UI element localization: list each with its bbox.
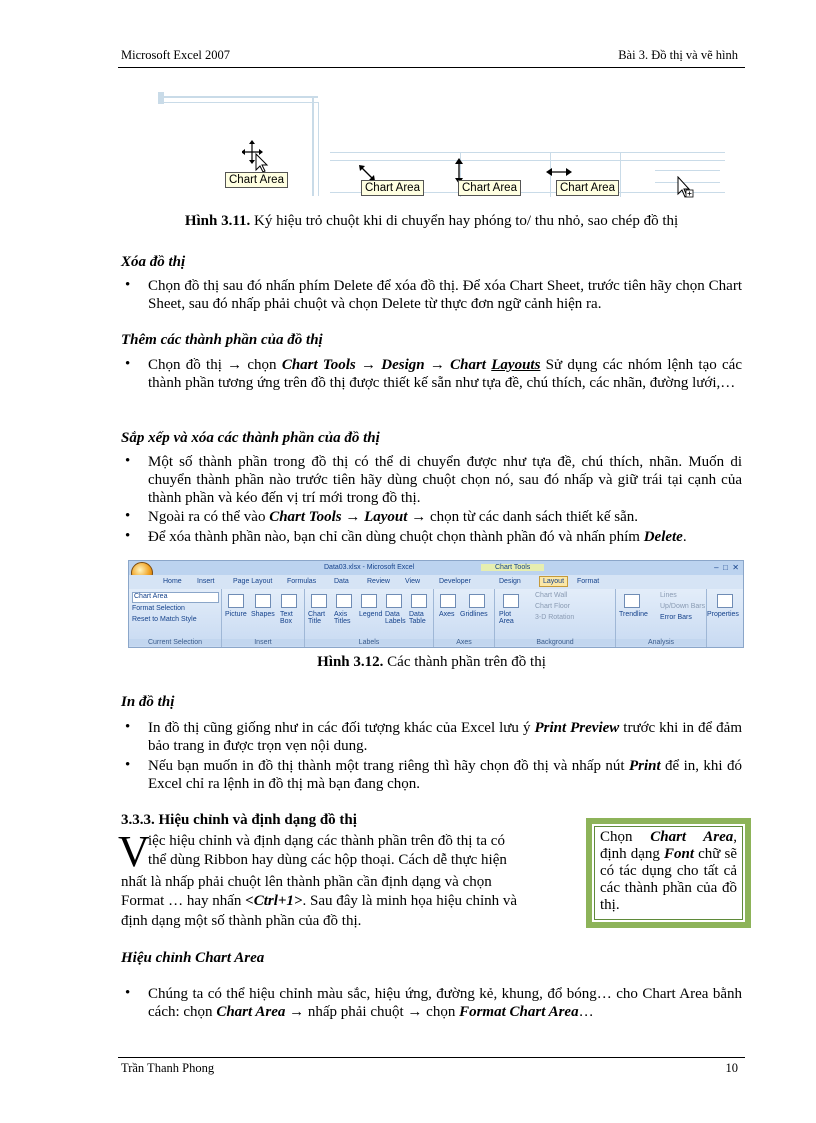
plot-area-button[interactable]: Plot Area <box>499 611 514 625</box>
chart-area-tooltip: Chart Area <box>556 180 619 196</box>
tab-design[interactable]: Design <box>499 578 521 585</box>
group-background: Plot Area Chart Wall Chart Floor 3-D Rotation Background <box>495 589 616 647</box>
tab-home[interactable]: Home <box>163 578 182 585</box>
reset-style-button[interactable]: Reset to Match Style <box>132 616 197 623</box>
lines-button[interactable]: Lines <box>660 592 677 599</box>
bullet-text: Chọn đồ thị sau đó nhấn phím Delete để xóa đồ thị. Để xóa Chart Sheet, trước tiên hãy chọn Chart Sheet, sau đó nhấp phải chuột và chọn Delete từ thực đơn ngữ cảnh hiện ra. <box>148 278 742 312</box>
header-rule <box>118 67 745 68</box>
chart-wall-button[interactable]: Chart Wall <box>535 592 568 599</box>
copy-cursor-icon <box>675 176 695 200</box>
chart-area-tooltip: Chart Area <box>225 172 288 188</box>
bullet-text: Chúng ta có thể hiệu chỉnh màu sắc, hiệu ứng, đường kẻ, khung, đổ bóng… cho Chart Area bằnh cách: chọn Chart Area → nhấp phải chuột → chọn Format Chart Area… <box>148 986 742 1020</box>
axis-titles-button[interactable]: Axis Titles <box>334 611 351 625</box>
header-right: Bài 3. Đồ thị và vẽ hình <box>618 48 738 62</box>
section-heading-arrange: Sắp xếp và xóa các thành phần của đồ thị <box>121 430 380 446</box>
figure-caption-3-12: Hình 3.12. Các thành phần trên đồ thị <box>317 654 546 670</box>
picture-icon <box>228 594 244 608</box>
window-controls[interactable]: – □ ✕ <box>714 563 739 572</box>
bullet-icon: • <box>125 277 131 293</box>
section-heading-chart-area: Hiệu chỉnh Chart Area <box>121 950 265 966</box>
ribbon-body <box>129 589 743 647</box>
section-heading-add: Thêm các thành phần của đồ thị <box>121 332 323 348</box>
rotation-button[interactable]: 3-D Rotation <box>535 614 575 621</box>
section-heading-delete: Xóa đồ thị <box>121 254 186 270</box>
chart-area-tooltip: Chart Area <box>458 180 521 196</box>
bullet-text: Chọn đồ thị → chọn Chart Tools → Design → Chart Layouts Sử dụng các nhóm lệnh tạo các thành phần tương ứng trên đồ thị được thiết kế sẵn như tựa đề, chú thích, các nhãn, đường lưới,… <box>148 357 742 391</box>
paragraph-line: Format … hay nhấn <Ctrl+1>. Sau đây là minh họa hiệu chỉnh và <box>121 893 518 909</box>
tab-insert[interactable]: Insert <box>197 578 215 585</box>
trendline-button[interactable]: Trendline <box>619 611 648 618</box>
paragraph-line: định dạng một số thành phần của đồ thị. <box>121 913 362 929</box>
footer-author: Trần Thanh Phong <box>121 1061 215 1075</box>
text-box-icon <box>281 594 297 608</box>
figure-cursor-symbols <box>150 92 725 204</box>
bullet-icon: • <box>125 508 131 524</box>
tab-format[interactable]: Format <box>577 578 600 585</box>
bullet-text: Để xóa thành phần nào, bạn chỉ cần dùng chuột chọn thành phần đó và nhấn phím Delete. <box>148 529 687 545</box>
bullet-text: In đồ thị cũng giống như in các đối tượng khác của Excel lưu ý Print Preview trước khi in để đảm bảo trang in được trọn vẹn nội dung. <box>148 720 742 754</box>
figure-caption-3-11: Hình 3.11. Ký hiệu trỏ chuột khi di chuyển hay phóng to/ thu nhỏ, sao chép đồ thị <box>184 213 679 229</box>
tab-layout[interactable]: Layout <box>539 576 568 587</box>
gridlines-button[interactable]: Gridlines <box>460 611 488 618</box>
page-number: 10 <box>725 1061 738 1075</box>
group-insert: Picture Shapes Text Box Insert <box>222 589 305 647</box>
ribbon-tabs <box>129 575 743 589</box>
bullet-text: Ngoài ra có thể vào Chart Tools → Layout → chọn từ các danh sách thiết kế sẵn. <box>148 509 639 525</box>
tab-review[interactable]: Review <box>367 578 390 585</box>
chart-title-icon <box>311 594 327 608</box>
group-analysis: Trendline Lines Up/Down Bars Error Bars Analysis <box>616 589 707 647</box>
properties-button[interactable]: Properties <box>707 611 739 618</box>
axes-icon <box>440 594 456 608</box>
section-heading-print: In đồ thị <box>121 694 175 710</box>
text-box-button[interactable]: Text Box <box>280 611 293 625</box>
tab-formulas[interactable]: Formulas <box>287 578 317 585</box>
header-left: Microsoft Excel 2007 <box>121 48 231 62</box>
axis-titles-icon <box>336 594 352 608</box>
tab-data[interactable]: Data <box>334 578 349 585</box>
chart-element-dropdown[interactable]: Chart Area <box>132 592 219 603</box>
gridlines-icon <box>469 594 485 608</box>
up-down-bars-button[interactable]: Up/Down Bars <box>660 603 706 610</box>
data-labels-icon <box>386 594 402 608</box>
data-table-button[interactable]: Data Table <box>409 611 426 625</box>
group-labels: Chart Title Axis Titles Legend Data Labels Data Table Labels <box>305 589 434 647</box>
tip-callout-box: Chọn Chart Area, định dạng Font chữ sẽ có tác dụng cho tất cả các thành phần của đồ thị. <box>586 818 751 928</box>
bullet-icon: • <box>125 985 131 1001</box>
picture-button[interactable]: Picture <box>225 611 247 618</box>
chart-floor-button[interactable]: Chart Floor <box>535 603 571 610</box>
legend-button[interactable]: Legend <box>359 611 383 618</box>
tab-developer[interactable]: Developer <box>439 578 471 585</box>
axes-button[interactable]: Axes <box>439 611 455 618</box>
group-current-selection: Chart Area Format Selection Reset to Match Style Current Selection <box>129 589 222 647</box>
bullet-icon: • <box>125 757 131 773</box>
resize-horizontal-icon <box>546 166 572 178</box>
bullet-icon: • <box>125 528 131 544</box>
bullet-icon: • <box>125 453 131 469</box>
context-tab-label: Chart Tools <box>481 564 544 571</box>
data-table-icon <box>411 594 427 608</box>
trendline-icon <box>624 594 640 608</box>
group-properties <box>707 589 743 647</box>
footer-rule <box>118 1057 745 1058</box>
plot-area-icon <box>503 594 519 608</box>
shapes-button[interactable]: Shapes <box>251 611 275 618</box>
bullet-text: Một số thành phần trong đồ thị có thể di chuyển được như tựa đề, chú thích, nhãn. Muốn di chuyển thành phần nào trước tiên hãy dùng chuột chọn nó, sau đó nhấp và giữ trái tại cạnh của thành phần và kéo đến vị trí mới trong đồ thị. <box>148 454 742 506</box>
excel-ribbon-screenshot <box>128 560 744 648</box>
ribbon-title-bar <box>129 561 743 575</box>
move-cursor-icon <box>242 140 272 174</box>
paragraph-line: thể dùng Ribbon hay dùng các hộp thoại. Cách dễ thực hiện <box>148 852 507 868</box>
bullet-text: Nếu bạn muốn in đồ thị thành một trang riêng thì hãy chọn đồ thị và nhấp nút Print để in, khi đó Excel chỉ ra lệnh in đồ thị mà bạn đang chọn. <box>148 758 742 792</box>
legend-icon <box>361 594 377 608</box>
drop-cap: V <box>118 827 150 876</box>
chart-area-tooltip: Chart Area <box>361 180 424 196</box>
chart-title-button[interactable]: Chart Title <box>308 611 326 625</box>
error-bars-button[interactable]: Error Bars <box>660 614 692 621</box>
section-heading-333: 3.3.3. Hiệu chỉnh và định dạng đồ thị <box>121 812 357 828</box>
shapes-icon <box>255 594 271 608</box>
tab-view[interactable]: View <box>405 578 421 585</box>
group-axes: Axes Gridlines Axes <box>434 589 495 647</box>
bullet-icon: • <box>125 719 131 735</box>
bullet-icon: • <box>125 356 131 372</box>
data-labels-button[interactable]: Data Labels <box>385 611 406 625</box>
paragraph-line: iệc hiệu chỉnh và định dạng các thành phần trên đồ thị ta có <box>148 833 505 849</box>
format-selection-button[interactable]: Format Selection <box>132 605 185 612</box>
paragraph-line: nhất là nhấp phải chuột lên thành phần cần định dạng và chọn <box>121 874 492 890</box>
window-title: Data03.xlsx - Microsoft Excel <box>324 564 415 571</box>
tab-page-layout[interactable]: Page Layout <box>233 578 273 585</box>
properties-icon <box>717 594 733 608</box>
